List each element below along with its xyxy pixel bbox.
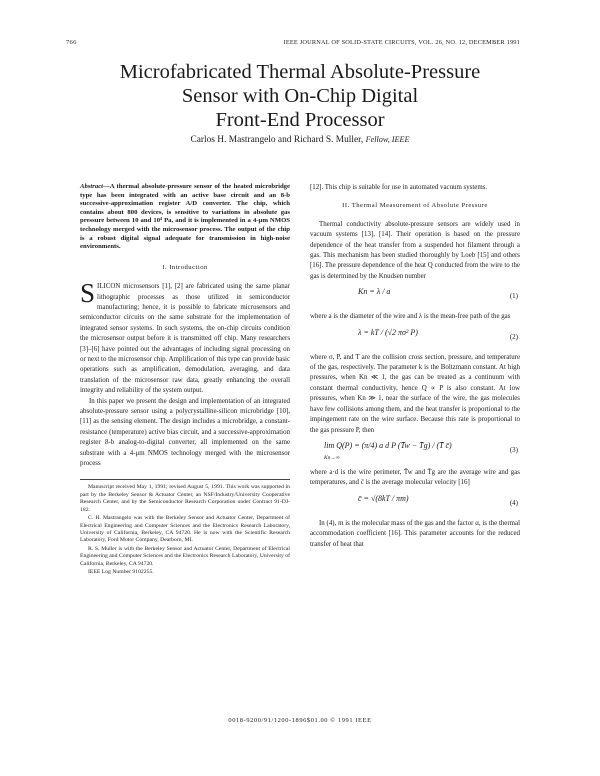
running-title: IEEE JOURNAL OF SOLID-STATE CIRCUITS, VOL. 26, NO. 12, DECEMBER 1991 — [283, 39, 520, 46]
author-names: Carlos H. Mastrangelo and Richard S. Muller, — [190, 135, 364, 145]
equation-2-body: λ = kT / (√2 πσ² P) — [358, 327, 418, 337]
equation-2-number: (2) — [509, 332, 518, 341]
right-column — [310, 183, 520, 550]
equation-3-number: (3) — [509, 445, 518, 454]
footnote-manuscript: Manuscript received May 1, 1991; revised August 5, 1991. This work was supported in part by the Berkeley Sensor & Actuator Center, an NSF/Industry/University Cooperative Research Center, and by the Semiconductor Research Corporation under Contract 91-DJ-182. — [80, 484, 290, 513]
right-paragraph-5: In (4), m is the molecular mass of the gas and the factor α, is the thermal accommodation coefficient [16]. This parameter accounts for the reduced transfer of heat that — [310, 519, 520, 548]
equation-1-number: (1) — [509, 292, 518, 301]
right-paragraph-3: where σ, P, and T are the collision cross section, pressure, and temperature of the gas, respectively. The parameter k is the Boltzmann constant. At high pressures, when Kn ≪ 1, the gas can be treated as a continuum with constant thermal conductivity, hence Q ∝ P is also constant. At low pressures, when Kn ≫ 1, near the surface of the wire, the gas molecules have few collisions among them, and the heat transfer is proportional to the impingement rate on the wire surface. Because this rate is proportional to the gas pressure P, then — [310, 353, 520, 434]
equation-3 — [310, 439, 520, 465]
right-paragraph-0: [12]. This chip is suitable for use in automated vacuum systems. — [310, 184, 488, 191]
abstract-text: —A thermal absolute-pressure sensor of the heated microbridge type has been integrated with an active base circuit and an 8-b successive-approximation register A/D converter. The chip, which contains about 800 devices, is sensitive to variations in absolute gas pressure between 10 and 10⁴ Pa, and it is implemented in a 4-μm NMOS technology merged with the microsensor process. The output of the chip is a robust digital signal adequate for transmission in high-noise environments. — [80, 183, 290, 251]
footnote-log-number: IEEE Log Number 9102255. — [88, 568, 154, 575]
equation-3-body: lim Q(P) = (π/4) a d P (T̄w − T̄g) / (T̄ c̄) — [324, 440, 452, 450]
paper-title — [0, 60, 600, 132]
title-line-3: Front-End Processor — [215, 109, 385, 131]
copyright-footer: 0018-9200/91/1200-1896$01.00 © 1991 IEEE — [228, 717, 372, 724]
abstract — [80, 183, 290, 252]
abstract-label: Abstract — [80, 183, 104, 190]
footnotes — [80, 479, 290, 576]
equation-4 — [310, 492, 520, 516]
equation-4-number: (4) — [509, 498, 518, 507]
right-paragraph-1: Thermal conductivity absolute-pressure sensors are widely used in vacuum systems [13], [14]. Their operation is based on the pressure dependence of the heat transfer from a suspended hot filament through a gas. This mechanism has been studied thoroughly by Loeb [15] and others [16]. The pressure dependence of the heat Q conducted from the wire to the gas is determined by the Knudsen number — [310, 220, 520, 280]
right-paragraph-4: where a·d is the wire perimeter, T̄w and T̄g are the average wire and gas temperatures, and c̄ is the average molecular velocity [16] — [310, 468, 520, 487]
footnote-author-1: C. H. Mastrangelo was with the Berkeley Sensor and Actuator Center, Department of Electrical Engineering and Computer Sciences and the Electronics Research Laboratory, University of California, Berkeley, CA 94720. He is now with the Scientific Research Laboratory, Ford Motor Company, Dearborn, MI. — [80, 515, 290, 544]
equation-1 — [310, 285, 520, 309]
left-column — [80, 183, 290, 577]
drop-cap: S — [80, 278, 96, 309]
right-paragraph-2: where a is the diameter of the wire and λ is the mean-free path of the gas — [310, 313, 511, 321]
equation-4-body: c̄ = √(8kT / πm) — [358, 493, 409, 503]
equation-1-body: Kn = λ / a — [358, 287, 391, 297]
author-grade: Fellow, IEEE — [365, 135, 410, 144]
author-line — [0, 135, 600, 145]
intro-paragraph-1-text: ILICON microsensors [1], [2] are fabricated using the same planar lithographic processes as those utilized in semiconductor manufacturing; hence, it is possible to fabricate microsensors and semiconductor circuits on the same substrate for the implementation of integrated sensor systems. In such systems, the on-chip circuits condition the microsensor output before it is transmitted off chip. Many researchers [3]–[6] have pointed out the advantages of including signal processing on or next to the microsensor chip. Amplification of this type can provide basic operations such as amplification, demodulation, averaging, and data translation of the microsensor raw data, greatly enhancing the overall integrity and reliability of the system output. — [80, 283, 290, 395]
intro-paragraph-1 — [80, 278, 290, 396]
footnote-author-2: R. S. Muller is with the Berkeley Sensor and Actuator Center, Department of Electrical Engineering and Computer Sciences and the Electronics Research Laboratory, University of California, Berkeley, CA 94720. — [80, 545, 290, 567]
section-heading-introduction: I. Introduction — [162, 263, 208, 271]
title-line-1: Microfabricated Thermal Absolute-Pressure — [119, 61, 481, 83]
page-number: 766 — [66, 39, 77, 46]
title-line-2: Sensor with On-Chip Digital — [181, 85, 419, 107]
section-heading-thermal: II. Thermal Measurement of Absolute Pressure — [342, 202, 488, 210]
equation-3-subscript: Kn→∞ — [324, 454, 340, 461]
equation-2 — [310, 326, 520, 350]
intro-paragraph-2: In this paper we present the design and implementation of an integrated absolute-pressure sensor using a polycrystalline-silicon microbridge [10], [11] as the sensing element. The design includes a microbridge, a constant-resistance (temperature) active bias circuit, and a successive-approximation register 8-b analog-to-digital converter, all implemented on the same substrate with a 4-μm NMOS technology merged with the microsensor process — [80, 397, 290, 468]
